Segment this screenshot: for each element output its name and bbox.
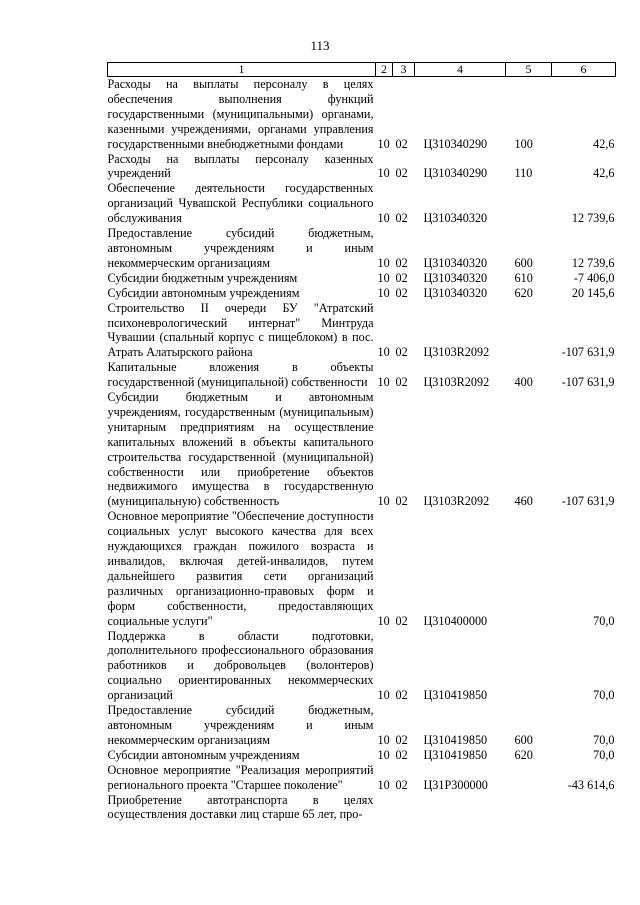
row-target-code: Ц3103R2092 [423,375,490,390]
column-header: 1 [108,63,376,77]
column-header: 3 [393,63,415,77]
column-header: 2 [376,63,393,77]
row-description: Поддержка в области подготовки, дополнительного профессионального образования работников и добровольцев (волонтеров) социально ориентированных некоммерческих организаций [107,628,374,703]
table-row [108,629,616,704]
row-expense-type [506,181,552,226]
row-amount: 70,0 [593,688,615,703]
row-amount: -107 631,9 [561,375,615,390]
row-expense-type: 460 [514,494,533,509]
row-section: 10 [377,166,390,181]
row-description: Субсидии бюджетным и автономным учреждениям, государственным (муниципальным) унитарным предприятиям на осуществление капитальных вложений в объекты капитального строительства государственной (муниципальной) собственности или приобретение объектов недвижимого имущества в государственную (муниципальную) собственность [107,390,374,509]
row-target-code: Ц310400000 [423,613,488,628]
row-section: 10 [377,613,390,628]
row-expense-type [506,301,552,361]
table-body [108,77,616,823]
row-target-code: Ц310419850 [423,747,488,762]
row-amount: -7 406,0 [573,270,615,285]
row-section: 10 [377,270,390,285]
row-amount: 20 145,6 [571,285,615,300]
row-description: Обеспечение деятельности государственных организаций Чувашской Республики социального обслуживания [107,181,374,226]
table-row [108,181,616,226]
table-row [108,271,616,286]
row-subsection: 02 [395,375,408,390]
row-expense-type: 620 [514,747,533,762]
row-expense-type: 620 [514,285,533,300]
row-expense-type [506,763,552,793]
row-description: Субсидии автономным учреждениям [107,747,300,762]
row-subsection [393,793,415,823]
row-expense-type: 600 [514,255,533,270]
row-description: Строительство II очереди БУ "Атратский психоневрологический интернат" Минтруда Чувашии (спальный корпус с пищеблоком) в пос. Атрать Алатырского района [107,300,374,360]
row-section: 10 [377,211,390,226]
column-header: 5 [506,63,552,77]
row-target-code [415,793,506,823]
page-number: 113 [310,38,330,53]
table-row [108,360,616,390]
row-target-code: Ц310340320 [423,255,488,270]
row-target-code: Ц3103R2092 [423,345,490,360]
row-expense-type: 110 [514,166,533,181]
table-row [108,226,616,271]
column-header: 4 [415,63,506,77]
row-expense-type [506,629,552,704]
row-subsection: 02 [395,747,408,762]
row-subsection: 02 [395,494,408,509]
row-subsection: 02 [395,777,408,792]
row-amount: -107 631,9 [561,345,615,360]
row-expense-type: 400 [514,375,533,390]
row-target-code: Ц310340320 [423,270,488,285]
row-target-code: Ц310340290 [423,166,488,181]
row-subsection: 02 [395,732,408,747]
row-amount: -43 614,6 [567,777,615,792]
row-subsection: 02 [395,255,408,270]
row-section: 10 [377,777,390,792]
row-description: Предоставление субсидий бюджетным, автономным учреждениям и иным некоммерческим организациям [107,226,374,270]
row-section [376,793,393,823]
budget-table [107,62,616,822]
table-row [108,509,616,628]
row-amount: 70,0 [593,613,615,628]
row-subsection: 02 [395,613,408,628]
row-section: 10 [377,375,390,390]
row-description: Приобретение автотранспорта в целях осуществления доставки лиц старше 65 лет, про- [107,792,374,822]
column-header: 6 [552,63,616,77]
table-row [108,77,616,152]
row-expense-type [506,793,552,823]
row-amount: 70,0 [593,732,615,747]
row-section: 10 [377,255,390,270]
table-row [108,390,616,509]
row-subsection: 02 [395,166,408,181]
table-row [108,286,616,301]
table-row [108,793,616,823]
row-description: Субсидии бюджетным учреждениям [107,270,298,285]
table-header-row [108,63,616,77]
row-subsection: 02 [395,345,408,360]
table-row [108,703,616,748]
row-description: Субсидии автономным учреждениям [107,285,300,300]
row-amount: 12 739,6 [571,255,615,270]
row-amount: 70,0 [593,747,615,762]
table-row [108,152,616,182]
row-description: Расходы на выплаты персоналу казенных учреждений [107,151,374,181]
row-amount: 42,6 [593,166,615,181]
row-description: Основное мероприятие "Обеспечение доступности социальных услуг высокого качества для всех нуждающихся граждан пожилого возраста и инвалидов, включая детей-инвалидов, путем дальнейшего развития сети организаций различных организационно-правовых форм и форм собственности, предоставляющих социальные услуги" [107,509,374,628]
table-row [108,763,616,793]
row-section: 10 [377,345,390,360]
row-subsection: 02 [395,270,408,285]
table-row [108,748,616,763]
row-section: 10 [377,732,390,747]
row-target-code: Ц310419850 [423,732,488,747]
row-target-code: Ц310340320 [423,285,488,300]
row-target-code: Ц310340320 [423,211,488,226]
row-amount: 12 739,6 [571,211,615,226]
row-amount: -107 631,9 [561,494,615,509]
row-section: 10 [377,747,390,762]
row-subsection: 02 [395,285,408,300]
row-target-code: Ц3103R2092 [423,494,490,509]
row-amount: 42,6 [593,136,615,151]
row-description: Предоставление субсидий бюджетным, автономным учреждениям и иным некоммерческим организациям [107,703,374,747]
row-expense-type: 610 [514,270,533,285]
row-section: 10 [377,688,390,703]
row-description: Капитальные вложения в объекты государственной (муниципальной) собственности [107,360,374,390]
row-target-code: Ц310340290 [423,136,488,151]
row-subsection: 02 [395,136,408,151]
row-subsection: 02 [395,688,408,703]
row-subsection: 02 [395,211,408,226]
row-section: 10 [377,285,390,300]
row-section: 10 [377,494,390,509]
row-expense-type [506,509,552,628]
row-expense-type: 100 [514,136,533,151]
row-amount [552,793,616,823]
row-expense-type: 600 [514,732,533,747]
row-description: Расходы на выплаты персоналу в целях обеспечения выполнения функций государственными (муниципальными) органами, казенными учреждениями, органами управления государственными внебюджетными фондами [107,77,374,151]
row-target-code: Ц310419850 [423,688,488,703]
table-row [108,301,616,361]
row-section: 10 [377,136,390,151]
row-description: Основное мероприятие "Реализация мероприятий регионального проекта "Старшее поколение" [107,762,374,792]
row-target-code: Ц31P300000 [423,777,488,792]
